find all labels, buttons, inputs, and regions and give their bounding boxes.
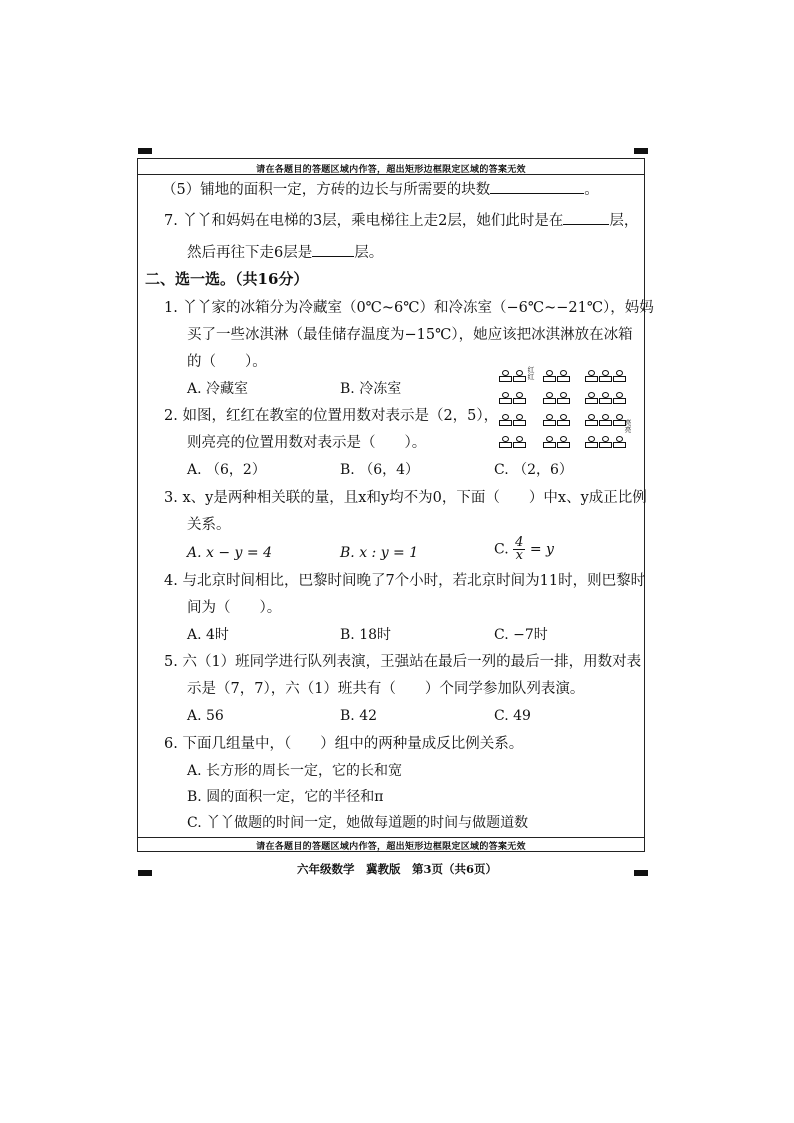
mc2-line1: 2. 如图，红红在教室的位置用数对表示是（2，5）， bbox=[164, 408, 499, 424]
seat-desk bbox=[585, 420, 598, 426]
question-7-text1-end: 层， bbox=[609, 213, 639, 229]
seat-desk bbox=[499, 420, 512, 426]
mc1-option-a[interactable]: A. 冷藏室 bbox=[187, 381, 249, 397]
seat-28 bbox=[613, 436, 626, 448]
label-honghong: 红红 bbox=[527, 366, 535, 380]
question-7-text2: 然后再往下走6层是 bbox=[187, 245, 313, 261]
seat-9 bbox=[543, 370, 556, 382]
seat-13 bbox=[557, 370, 570, 382]
fraction-denominator: x bbox=[515, 548, 523, 563]
page-footer: 六年级数学 冀教版 第3页（共6页） bbox=[296, 862, 497, 876]
mc5-option-b[interactable]: B. 42 bbox=[340, 708, 378, 724]
mc2-option-a[interactable]: A. （6，2） bbox=[187, 462, 266, 478]
seat-18 bbox=[585, 392, 598, 404]
seat-desk bbox=[557, 376, 570, 382]
answer-area-notice-top: 请在各题目的答题区域内作答，超出矩形边框限定区域的答案无效 bbox=[256, 165, 526, 175]
fraction-4-over-x bbox=[513, 537, 525, 562]
mc3-line1: 3. x、y是两种相关联的量，且x和y均不为0，下面（ ）中x、y成正比例 bbox=[164, 490, 647, 506]
mc3-option-c[interactable] bbox=[494, 537, 554, 562]
seat-desk bbox=[543, 376, 556, 382]
mc5-option-a[interactable]: A. 56 bbox=[187, 708, 224, 724]
seat-5 bbox=[513, 370, 526, 382]
seat-6 bbox=[513, 392, 526, 404]
mc1-option-b[interactable]: B. 冷冻室 bbox=[340, 381, 402, 397]
mc1-line3: 的（ ）。 bbox=[187, 354, 267, 370]
mc2-option-b[interactable]: B. （6，4） bbox=[340, 462, 420, 478]
seat-desk bbox=[543, 442, 556, 448]
seat-22 bbox=[599, 392, 612, 404]
registration-mark-top-left bbox=[138, 148, 152, 154]
seat-16 bbox=[557, 436, 570, 448]
notice-divider-bottom bbox=[138, 837, 644, 838]
classroom-seating-figure bbox=[499, 366, 639, 454]
seat-desk bbox=[613, 398, 626, 404]
answer-blank-q7a[interactable] bbox=[563, 210, 609, 225]
seat-2 bbox=[499, 392, 512, 404]
seat-1 bbox=[499, 370, 512, 382]
mc4-option-c[interactable]: C. −7时 bbox=[494, 627, 548, 643]
seat-desk bbox=[613, 442, 626, 448]
seat-desk bbox=[585, 376, 598, 382]
seat-19 bbox=[585, 414, 598, 426]
seat-4 bbox=[499, 436, 512, 448]
mc6-option-c[interactable]: C. 丫丫做题的时间一定，她做每道题的时间与做题道数 bbox=[187, 815, 529, 831]
seat-desk bbox=[557, 420, 570, 426]
seat-10 bbox=[543, 392, 556, 404]
mc3-line2: 关系。 bbox=[187, 517, 231, 533]
seat-desk bbox=[513, 398, 526, 404]
label-liangliang: 亮亮 bbox=[624, 419, 632, 433]
fraction-numerator: 4 bbox=[515, 535, 524, 550]
seat-desk bbox=[513, 442, 526, 448]
seat-desk bbox=[599, 376, 612, 382]
seat-17 bbox=[585, 370, 598, 382]
question-7-line2 bbox=[187, 242, 383, 263]
mc4-option-b[interactable]: B. 18时 bbox=[340, 627, 392, 643]
seat-desk bbox=[513, 420, 526, 426]
seat-desk bbox=[513, 376, 526, 382]
seat-20 bbox=[585, 436, 598, 448]
question-7-text2-end: 层。 bbox=[354, 245, 384, 261]
mc5-option-c[interactable]: C. 49 bbox=[494, 708, 531, 724]
mc5-line1: 5. 六（1）班同学进行队列表演，王强站在最后一列的最后一排，用数对表 bbox=[164, 654, 642, 670]
mc4-option-a[interactable]: A. 4时 bbox=[187, 627, 229, 643]
seat-21 bbox=[599, 370, 612, 382]
mc3-option-b[interactable]: B. x : y = 1 bbox=[340, 545, 419, 561]
seat-desk bbox=[543, 420, 556, 426]
question-7-line1 bbox=[164, 210, 638, 231]
registration-mark-top-right bbox=[634, 148, 648, 154]
question-5 bbox=[162, 179, 599, 200]
seat-desk bbox=[599, 420, 612, 426]
mc2-option-c[interactable]: C. （2，6） bbox=[494, 462, 573, 478]
seat-desk bbox=[499, 376, 512, 382]
mc1-line2: 买了一些冰淇淋（最佳储存温度为−15℃），她应该把冰淇淋放在冰箱 bbox=[187, 327, 633, 343]
section-2-title: 二、选一选。（共16分） bbox=[145, 270, 309, 288]
mc2-line2: 则亮亮的位置用数对表示是（ ）。 bbox=[187, 435, 427, 451]
seat-desk bbox=[599, 442, 612, 448]
mc6-line1: 6. 下面几组量中，（ ）组中的两种量成反比例关系。 bbox=[164, 736, 524, 752]
seat-desk bbox=[543, 398, 556, 404]
seat-desk bbox=[613, 376, 626, 382]
mc3-option-c-rest: = y bbox=[529, 541, 554, 558]
seat-11 bbox=[543, 414, 556, 426]
question-7-text1: 7. 丫丫和妈妈在电梯的3层，乘电梯往上走2层，她们此时是在 bbox=[164, 213, 564, 229]
question-5-text: （5）铺地的面积一定，方砖的边长与所需要的块数 bbox=[162, 182, 491, 198]
seat-desk bbox=[585, 398, 598, 404]
seat-desk bbox=[499, 442, 512, 448]
seat-desk bbox=[585, 442, 598, 448]
seat-desk bbox=[557, 398, 570, 404]
seat-23 bbox=[599, 414, 612, 426]
mc6-option-b[interactable]: B. 圆的面积一定，它的半径和π bbox=[187, 789, 384, 805]
seat-12 bbox=[543, 436, 556, 448]
seat-15 bbox=[557, 414, 570, 426]
seat-7 bbox=[513, 414, 526, 426]
seat-14 bbox=[557, 392, 570, 404]
mc1-line1: 1. 丫丫家的冰箱分为冷藏室（0℃~6℃）和冷冻室（−6℃~−21℃），妈妈 bbox=[164, 300, 654, 316]
mc3-option-a[interactable]: A. x − y = 4 bbox=[187, 545, 272, 561]
seat-25 bbox=[613, 370, 626, 382]
seat-24 bbox=[599, 436, 612, 448]
notice-divider-top bbox=[138, 174, 644, 175]
answer-blank-q5[interactable] bbox=[490, 179, 584, 194]
answer-blank-q7b[interactable] bbox=[312, 242, 354, 257]
seat-3 bbox=[499, 414, 512, 426]
question-5-end: 。 bbox=[584, 182, 599, 198]
seat-26 bbox=[613, 392, 626, 404]
seat-desk bbox=[499, 398, 512, 404]
seat-desk bbox=[557, 442, 570, 448]
mc4-line2: 间为（ ）。 bbox=[187, 600, 282, 616]
seat-8 bbox=[513, 436, 526, 448]
mc3-option-c-prefix: C. bbox=[494, 541, 509, 558]
mc5-line2: 示是（7，7），六（1）班共有（ ）个同学参加队列表演。 bbox=[187, 681, 585, 697]
seat-desk bbox=[599, 398, 612, 404]
mc6-option-a[interactable]: A. 长方形的周长一定，它的长和宽 bbox=[187, 763, 403, 779]
mc4-line1: 4. 与北京时间相比，巴黎时间晚了7个小时，若北京时间为11时，则巴黎时 bbox=[164, 573, 646, 589]
answer-area-notice-bottom: 请在各题目的答题区域内作答，超出矩形边框限定区域的答案无效 bbox=[256, 842, 526, 852]
